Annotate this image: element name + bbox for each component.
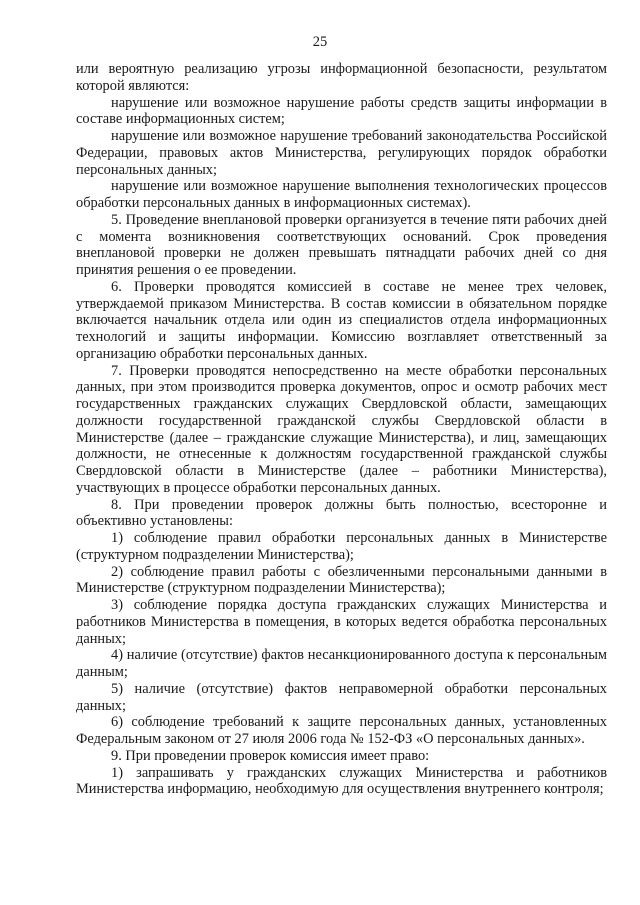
paragraph-violation-process: нарушение или возможное нарушение выполнения технологических процессов обработки персональных данных в информационных системах). — [76, 178, 607, 211]
paragraph-item-8-5: 5) наличие (отсутствие) фактов неправомерной обработки персональных данных; — [76, 680, 607, 714]
page-number: 25 — [312, 34, 328, 50]
paragraph-item-8-6: 6) соблюдение требований к защите персональных данных, установленных Федеральным законом от 27 июля 2006 года № 152-ФЗ «О персональных данных». — [76, 714, 607, 747]
paragraph-item-9: 9. При проведении проверок комиссия имеет право: — [111, 747, 430, 764]
document-body — [76, 61, 607, 798]
paragraph-violation-protection: нарушение или возможное нарушение работы средств защиты информации в составе информационных систем; — [76, 94, 607, 128]
paragraph-item-8-3: 3) соблюдение порядка доступа гражданских служащих Министерства и работников Министерства в помещения, в которых ведется обработка персональных данных; — [76, 597, 607, 647]
paragraph-item-6: 6. Проверки проводятся комиссией в составе не менее трех человек, утверждаемой приказом Министерства. В состав комиссии в обязательном порядке включается начальник отдела или один из специалистов отдела информационных технологий и защиты информации. Комиссию возглавляет ответственный за организацию обработки персональных данных. — [76, 278, 607, 362]
paragraph-item-8-1: 1) соблюдение правил обработки персональных данных в Министерстве (структурном подразделении Министерства); — [76, 530, 607, 563]
paragraph-violation-law: нарушение или возможное нарушение требований законодательства Российской Федерации, правовых актов Министерства, регулирующих порядок обработки персональных данных; — [76, 128, 607, 178]
paragraph-continuation: или вероятную реализацию угрозы информационной безопасности, результатом которой являются: — [76, 61, 607, 94]
paragraph-item-8-2: 2) соблюдение правил работы с обезличенными персональными данными в Министерстве (структурном подразделении Министерства); — [76, 563, 607, 597]
paragraph-item-7: 7. Проверки проводятся непосредственно на месте обработки персональных данных, при этом производится проверка документов, опрос и осмотр рабочих мест государственных гражданских служащих Свердловской области, замещающих должности государственной гражданской службы Свердловской области в Министерстве (далее – гражданские служащие Министерства), и лиц, замещающих должности, не отнесенные к должностям государственной гражданской службы Свердловской области в Министерстве (далее – работники Министерства), участвующих в процессе обработки персональных данных. — [76, 362, 607, 496]
paragraph-item-8: 8. При проведении проверок должны быть полностью, всесторонне и объективно установлены: — [76, 496, 607, 530]
paragraph-item-9-1: 1) запрашивать у гражданских служащих Министерства и работников Министерства информацию, необходимую для осуществления внутреннего контроля; — [76, 764, 607, 798]
paragraph-item-5: 5. Проведение внеплановой проверки организуется в течение пяти рабочих дней с момента возникновения соответствующих оснований. Срок проведения внеплановой проверки не должен превышать пятнадцати рабочих дней со дня принятия решения о ее проведении. — [76, 211, 607, 278]
paragraph-item-8-4: 4) наличие (отсутствие) фактов несанкционированного доступа к персональным данным; — [76, 647, 607, 680]
